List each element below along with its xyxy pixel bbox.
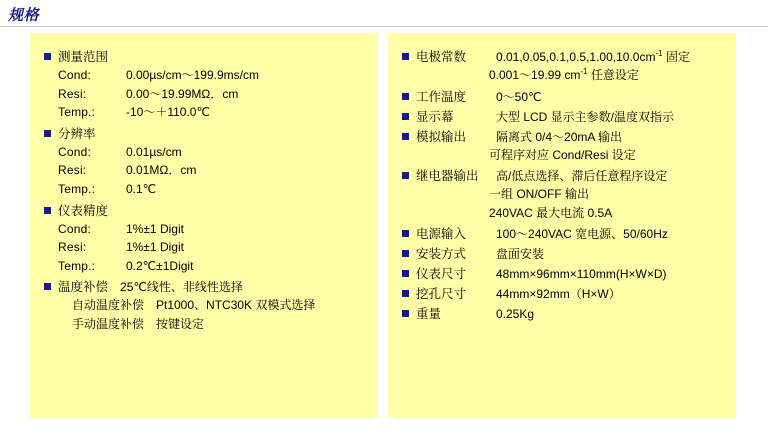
spec-group-header [388, 166, 736, 184]
spec-panel-right [388, 33, 736, 418]
spec-group-power-input [388, 224, 736, 242]
spec-group-header [388, 244, 736, 262]
square-bullet-icon [402, 310, 409, 317]
square-bullet-icon [402, 113, 409, 120]
spec-group-header [388, 264, 736, 282]
spec-group-label: 电极常数 [416, 50, 467, 64]
spec-group-label: 工作温度 [416, 89, 467, 104]
spec-panels [0, 33, 768, 423]
spec-group-header [388, 87, 736, 105]
spec-group-label: 仪表尺寸 [416, 267, 467, 282]
spec-group-value: 隔离式 0/4～20mA 输出 [496, 129, 623, 144]
spec-continuation-line: 240VAC 最大电流 0.5A [489, 205, 613, 220]
spec-group-label: 温度补偿 [58, 280, 109, 295]
square-bullet-icon [402, 172, 409, 179]
square-bullet-icon [402, 133, 409, 140]
square-bullet-icon [44, 53, 51, 60]
spec-group-header [30, 277, 378, 295]
spec-row [30, 66, 378, 85]
spec-group-value: 0～50℃ [496, 89, 542, 104]
square-bullet-icon [44, 207, 51, 214]
spec-group-cell-constant [388, 47, 736, 85]
spec-group-analog-output [388, 127, 736, 165]
spec-group-label: 分辨率 [58, 126, 96, 141]
spec-group-weight [388, 304, 736, 322]
title-divider [0, 26, 768, 27]
spec-group-meter-dimensions [388, 264, 736, 282]
spec-row-key: Cond: [58, 221, 92, 236]
spec-group-label: 测量范围 [58, 50, 109, 64]
square-bullet-icon [44, 130, 51, 137]
spec-group-resolution [30, 124, 378, 199]
spec-group-label: 显示幕 [416, 109, 454, 124]
spec-group-temperature-compensation [30, 277, 378, 333]
spec-group-label: 模拟输出 [416, 129, 467, 144]
spec-group-display [388, 107, 736, 125]
spec-row [30, 220, 378, 239]
spec-group-header [388, 224, 736, 242]
spec-group-accuracy [30, 201, 378, 276]
spec-group-label: 安装方式 [416, 247, 467, 262]
spec-row [30, 161, 378, 180]
spec-row-key: Temp.: [58, 258, 96, 273]
spec-panel-left [30, 33, 378, 418]
spec-continuation-line: 可程序对应 Cond/Resi 设定 [489, 147, 636, 162]
square-bullet-icon [402, 270, 409, 277]
spec-group-value: 25℃线性、非线性选择 [120, 280, 243, 295]
spec-row-value: 1%±1 Digit [126, 221, 184, 236]
spec-group-label: 仪表精度 [58, 203, 109, 218]
spec-group-measuring-range [30, 47, 378, 122]
spec-row-key: Cond: [58, 144, 92, 159]
spec-group-value: 0.25Kg [496, 307, 535, 322]
spec-group-header [388, 304, 736, 322]
spec-row-value: 0.1℃ [126, 181, 157, 196]
spec-continuation-line: 0.001～19.99 $cm^{-1}$ 任意设定 [489, 67, 639, 82]
spec-group-value: 高/低点选择、滞后任意程序设定 [496, 169, 668, 184]
spec-list-left [30, 33, 378, 334]
square-bullet-icon [402, 230, 409, 237]
spec-continuation-line: 一组 ON/OFF 输出 [489, 187, 589, 202]
spec-group-cutout-dimensions [388, 284, 736, 302]
spec-group-label: 挖孔尺寸 [416, 287, 467, 302]
spec-row [30, 180, 378, 199]
spec-list-right [388, 33, 736, 322]
spec-row [30, 238, 378, 257]
spec-continuation-line: 手动温度补偿 按键设定 [72, 316, 205, 331]
spec-row-key: Temp.: [58, 181, 96, 196]
spec-continuation-line: 自动温度补偿 Pt1000、NTC30K 双模式选择 [72, 298, 316, 313]
spec-group-header [30, 47, 378, 65]
spec-row [30, 103, 378, 122]
spec-row-value: 1%±1 Digit [126, 240, 184, 255]
spec-group-header [388, 47, 736, 65]
spec-row-key: Resi: [58, 86, 87, 101]
square-bullet-icon [402, 290, 409, 297]
square-bullet-icon [402, 53, 409, 60]
spec-row-value: 0.2℃±1Digit [126, 258, 194, 273]
spec-row-key: Cond: [58, 68, 92, 82]
spec-row-value: 0.00～19.99MΩ．cm [126, 86, 239, 101]
spec-row-value: 0.01MΩ．cm [126, 163, 197, 178]
spec-row [30, 257, 378, 276]
square-bullet-icon [402, 250, 409, 257]
spec-group-header [388, 127, 736, 145]
square-bullet-icon [44, 283, 51, 290]
spec-row [30, 85, 378, 104]
page-title: 规格 [8, 7, 40, 24]
spec-group-value: $0.01,0.05,0.1,0.5,1.00,10.0cm^{-1}$ 固定 [496, 49, 690, 64]
spec-group-label: 电源输入 [416, 227, 467, 242]
spec-group-operating-temperature [388, 87, 736, 105]
spec-group-relay-output [388, 166, 736, 222]
spec-group-value: 48mm×96mm×110mm(H×W×D) [496, 267, 667, 282]
spec-group-header [30, 201, 378, 219]
spec-row-value: -10～＋110.0℃ [126, 105, 210, 120]
spec-row-value: 0.00µs/cm～199.9ms/cm [126, 68, 259, 82]
spec-row [30, 143, 378, 162]
spec-row-key: Temp.: [58, 105, 96, 120]
spec-group-label: 重量 [416, 307, 442, 322]
spec-group-mounting [388, 244, 736, 262]
spec-group-header [388, 107, 736, 125]
spec-group-header [30, 124, 378, 142]
spec-row-key: Resi: [58, 163, 87, 178]
spec-group-value: 44mm×92mm（H×W） [496, 287, 621, 302]
spec-group-value: 100～240VAC 宽电源、50/60Hz [496, 227, 668, 242]
spec-group-value: 盘面安装 [496, 247, 545, 262]
spec-group-value: 大型 LCD 显示主参数/温度双指示 [496, 109, 675, 124]
spec-row-key: Resi: [58, 240, 87, 255]
spec-group-label: 继电器输出 [416, 169, 479, 184]
spec-row-value: 0.01µs/cm [126, 144, 182, 159]
spec-group-header [388, 284, 736, 302]
square-bullet-icon [402, 93, 409, 100]
